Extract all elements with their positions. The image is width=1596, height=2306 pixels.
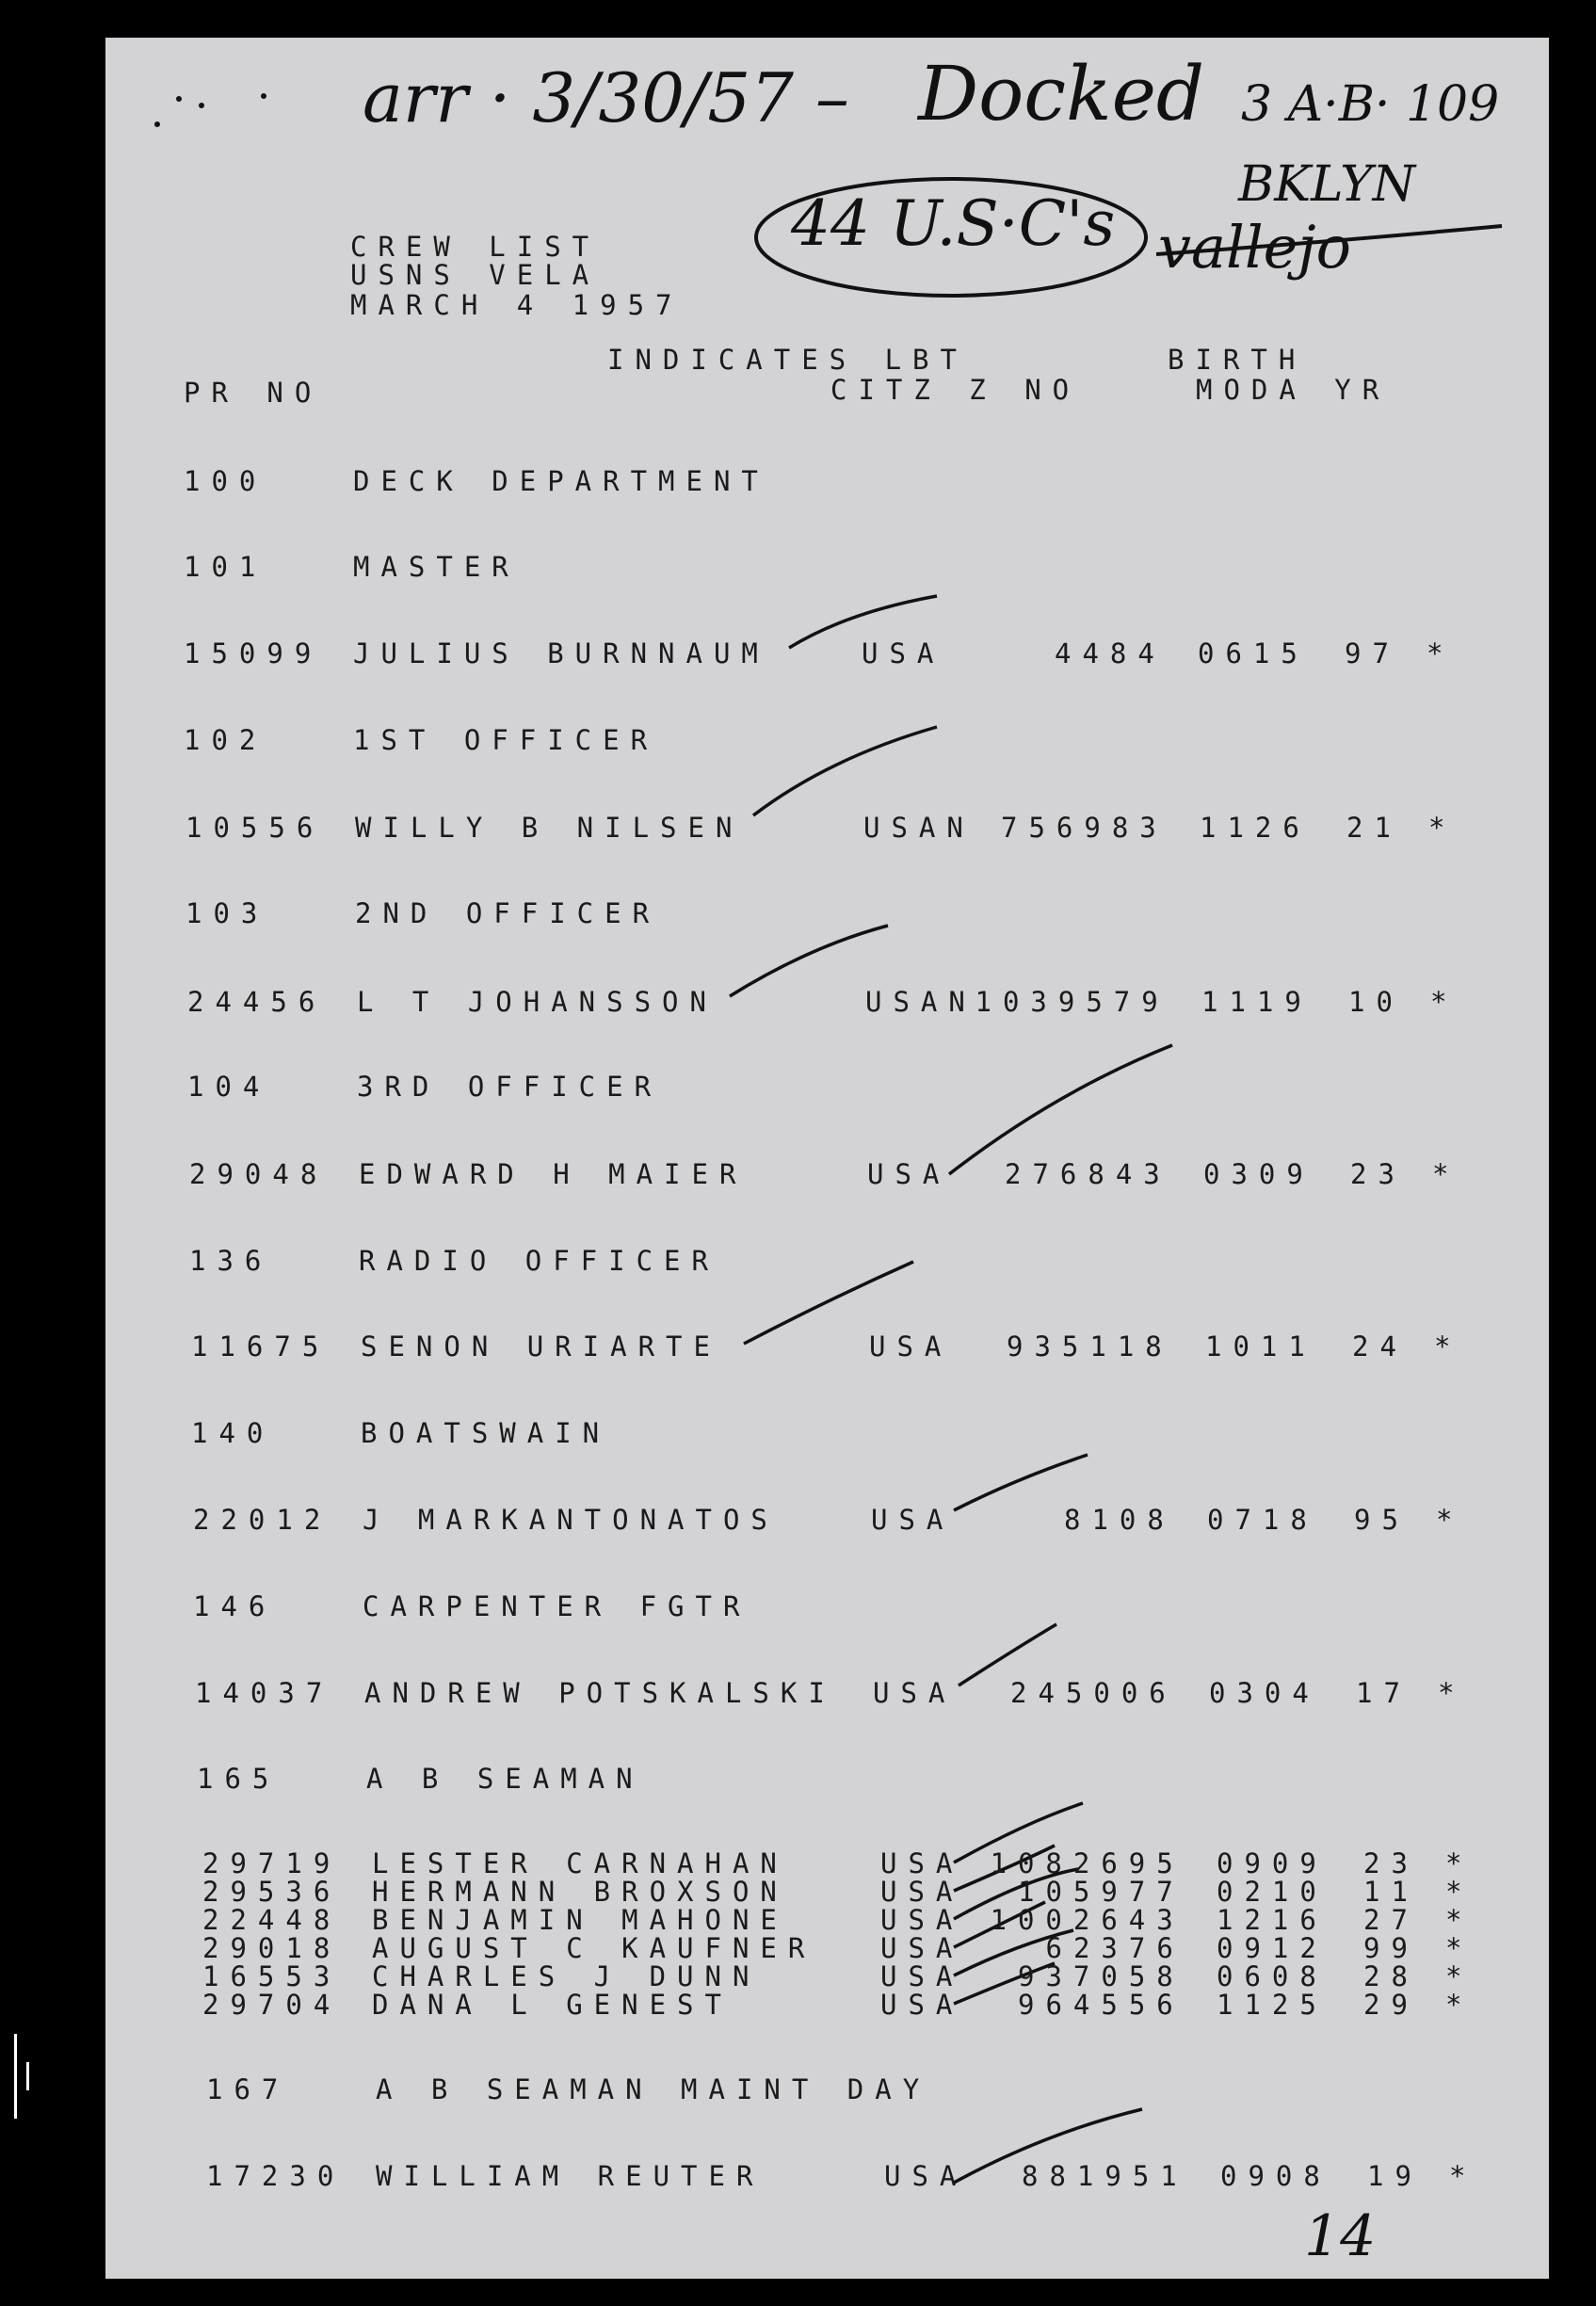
edge-mark xyxy=(14,2034,17,2119)
doc-date: MARCH 4 1957 xyxy=(350,289,684,321)
col-citz-z-no: CITZ Z NO xyxy=(830,374,1081,406)
crew-name: LESTER CARNAHAN xyxy=(372,1847,788,1879)
crew-name: L T JOHANSSON xyxy=(357,986,717,1018)
crew-birth-yr: 10 xyxy=(1348,986,1404,1018)
crew-mark: * xyxy=(1438,1677,1455,1709)
crew-z-no: 105977 xyxy=(1018,1876,1185,1908)
crew-birth-moda: 0718 xyxy=(1207,1504,1318,1536)
struck-note: vallejo xyxy=(1158,213,1351,282)
section-code: 140 xyxy=(191,1417,275,1449)
crew-mark: * xyxy=(1427,637,1443,669)
circled-note: 44 U.S·C's xyxy=(791,187,1116,260)
crew-birth-yr: 97 xyxy=(1345,637,1400,669)
crew-z-no: 245006 xyxy=(1010,1677,1177,1709)
crew-pr-no: 10556 xyxy=(185,812,325,844)
crew-birth-moda: 0615 xyxy=(1198,637,1309,669)
crew-citizenship: USA xyxy=(880,1847,964,1879)
crew-mark: * xyxy=(1445,1876,1462,1908)
crew-mark: * xyxy=(1436,1504,1453,1536)
crew-birth-yr: 19 xyxy=(1367,2160,1423,2192)
crew-pr-no: 17230 xyxy=(206,2160,346,2192)
crew-z-no: 276843 xyxy=(1005,1158,1171,1190)
section-code: 104 xyxy=(187,1071,271,1103)
ship-name: USNS VELA xyxy=(350,259,601,291)
page-ref-note: 3 A·B· 109 xyxy=(1241,76,1500,133)
crew-pr-no: 24456 xyxy=(187,986,327,1018)
section-title: 3RD OFFICER xyxy=(357,1071,663,1103)
crew-citizenship: USA xyxy=(867,1158,951,1190)
section-code: 100 xyxy=(184,465,267,497)
crew-z-no: 881951 xyxy=(1022,2160,1188,2192)
crew-z-no: 62376 xyxy=(1045,1932,1185,1964)
crew-birth-moda: 0608 xyxy=(1217,1960,1328,1992)
crew-birth-yr: 95 xyxy=(1354,1504,1410,1536)
crew-birth-yr: 17 xyxy=(1356,1677,1411,1709)
crew-mark: * xyxy=(1430,986,1447,1018)
crew-z-no: 1082695 xyxy=(990,1847,1185,1879)
section-title: A B SEAMAN xyxy=(366,1763,644,1795)
crew-citizenship: USA xyxy=(880,1904,964,1936)
crew-birth-yr: 11 xyxy=(1363,1876,1419,1908)
crew-birth-moda: 0908 xyxy=(1220,2160,1331,2192)
section-title: MASTER xyxy=(353,551,520,583)
crew-birth-moda: 1216 xyxy=(1217,1904,1328,1936)
crew-name: AUGUST C KAUFNER xyxy=(372,1932,816,1964)
crew-name: J MARKANTONATOS xyxy=(363,1504,779,1536)
section-code: 136 xyxy=(189,1245,273,1277)
section-code: 165 xyxy=(197,1763,281,1795)
crew-birth-moda: 0210 xyxy=(1217,1876,1328,1908)
crew-mark: * xyxy=(1432,1158,1449,1190)
crew-name: DANA L GENEST xyxy=(372,1989,733,2021)
crew-z-no: 756983 xyxy=(1001,812,1168,844)
crew-birth-moda: 0909 xyxy=(1217,1847,1328,1879)
col-birth: BIRTH xyxy=(1168,344,1307,376)
section-code: 101 xyxy=(184,551,267,583)
crew-z-no: 964556 xyxy=(1018,1989,1185,2021)
crew-citizenship: USA xyxy=(880,1876,964,1908)
page-number: 14 xyxy=(1304,2203,1377,2269)
crew-citizenship: USA xyxy=(880,1960,964,1992)
crew-name: ANDREW POTSKALSKI xyxy=(364,1677,836,1709)
crew-citizenship: USAN xyxy=(863,812,975,844)
section-title: 1ST OFFICER xyxy=(353,724,659,756)
crew-pr-no: 11675 xyxy=(191,1330,330,1363)
col-indicates: INDICATES LBT xyxy=(607,344,968,376)
crew-mark: * xyxy=(1445,1847,1462,1879)
crew-citizenship: USA xyxy=(869,1330,953,1363)
section-code: 102 xyxy=(184,724,267,756)
crew-birth-yr: 21 xyxy=(1346,812,1402,844)
crew-mark: * xyxy=(1445,1932,1462,1964)
crew-pr-no: 16553 xyxy=(202,1960,342,1992)
crew-mark: * xyxy=(1449,2160,1466,2192)
section-title: BOATSWAIN xyxy=(361,1417,611,1449)
arrival-note: arr · 3/30/57 – xyxy=(363,58,849,137)
crew-pr-no: 29704 xyxy=(202,1989,342,2021)
bklyn-note: BKLYN xyxy=(1238,156,1416,213)
crew-birth-yr: 27 xyxy=(1363,1904,1419,1936)
crew-z-no: 4484 xyxy=(1055,637,1166,669)
crew-birth-moda: 1011 xyxy=(1205,1330,1316,1363)
crew-pr-no: 22448 xyxy=(202,1904,342,1936)
crew-citizenship: USA xyxy=(884,2160,968,2192)
crew-mark: * xyxy=(1445,1989,1462,2021)
crew-name: EDWARD H MAIER xyxy=(359,1158,748,1190)
doc-title: CREW LIST xyxy=(350,231,601,263)
crew-pr-no: 29048 xyxy=(189,1158,329,1190)
crew-citizenship: USA xyxy=(871,1504,955,1536)
crew-mark: * xyxy=(1434,1330,1451,1363)
section-code: 146 xyxy=(193,1590,277,1622)
crew-citizenship: USA xyxy=(880,1989,964,2021)
crew-name: SENON URIARTE xyxy=(361,1330,721,1363)
crew-citizenship: USAN xyxy=(865,986,976,1018)
crew-citizenship: USA xyxy=(862,637,945,669)
section-title: DECK DEPARTMENT xyxy=(353,465,769,497)
crew-birth-moda: 1126 xyxy=(1200,812,1311,844)
crew-name: BENJAMIN MAHONE xyxy=(372,1904,788,1936)
crew-pr-no: 15099 xyxy=(184,637,323,669)
section-title: 2ND OFFICER xyxy=(355,897,661,929)
crew-birth-moda: 0309 xyxy=(1203,1158,1314,1190)
crew-mark: * xyxy=(1445,1960,1462,1992)
crew-birth-yr: 28 xyxy=(1363,1960,1419,1992)
crew-z-no: 1039579 xyxy=(975,986,1169,1018)
crew-mark: * xyxy=(1428,812,1445,844)
crew-birth-yr: 23 xyxy=(1350,1158,1406,1190)
crew-birth-moda: 1119 xyxy=(1201,986,1313,1018)
crew-birth-moda: 1125 xyxy=(1217,1989,1328,2021)
crew-birth-yr: 29 xyxy=(1363,1989,1419,2021)
col-pr-no: PR NO xyxy=(184,377,323,409)
crew-birth-yr: 24 xyxy=(1352,1330,1408,1363)
crew-birth-moda: 0304 xyxy=(1209,1677,1320,1709)
crew-citizenship: USA xyxy=(873,1677,957,1709)
crew-pr-no: 29719 xyxy=(202,1847,342,1879)
section-title: CARPENTER FGTR xyxy=(363,1590,751,1622)
col-moda-yr: MODA YR xyxy=(1196,374,1391,406)
crew-name: HERMANN BROXSON xyxy=(372,1876,788,1908)
section-title: RADIO OFFICER xyxy=(359,1245,719,1277)
crew-z-no: 1002643 xyxy=(990,1904,1185,1936)
crew-birth-yr: 99 xyxy=(1363,1932,1419,1964)
crew-citizenship: USA xyxy=(880,1932,964,1964)
crew-z-no: 8108 xyxy=(1064,1504,1175,1536)
crew-birth-yr: 23 xyxy=(1363,1847,1419,1879)
crew-name: CHARLES J DUNN xyxy=(372,1960,761,1992)
section-title: A B SEAMAN MAINT DAY xyxy=(376,2073,931,2105)
crew-name: JULIUS BURNNAUM xyxy=(353,637,769,669)
section-code: 103 xyxy=(185,897,269,929)
crew-pr-no: 22012 xyxy=(193,1504,332,1536)
crew-pr-no: 29018 xyxy=(202,1932,342,1964)
crew-mark: * xyxy=(1445,1904,1462,1936)
crew-pr-no: 14037 xyxy=(195,1677,334,1709)
crew-pr-no: 29536 xyxy=(202,1876,342,1908)
crew-z-no: 935118 xyxy=(1007,1330,1173,1363)
crew-z-no: 937058 xyxy=(1018,1960,1185,1992)
crew-name: WILLIAM REUTER xyxy=(376,2160,765,2192)
docked-note: Docked xyxy=(918,50,1205,137)
section-code: 167 xyxy=(206,2073,290,2105)
crew-name: WILLY B NILSEN xyxy=(355,812,744,844)
edge-mark xyxy=(26,2062,29,2090)
crew-birth-moda: 0912 xyxy=(1217,1932,1328,1964)
